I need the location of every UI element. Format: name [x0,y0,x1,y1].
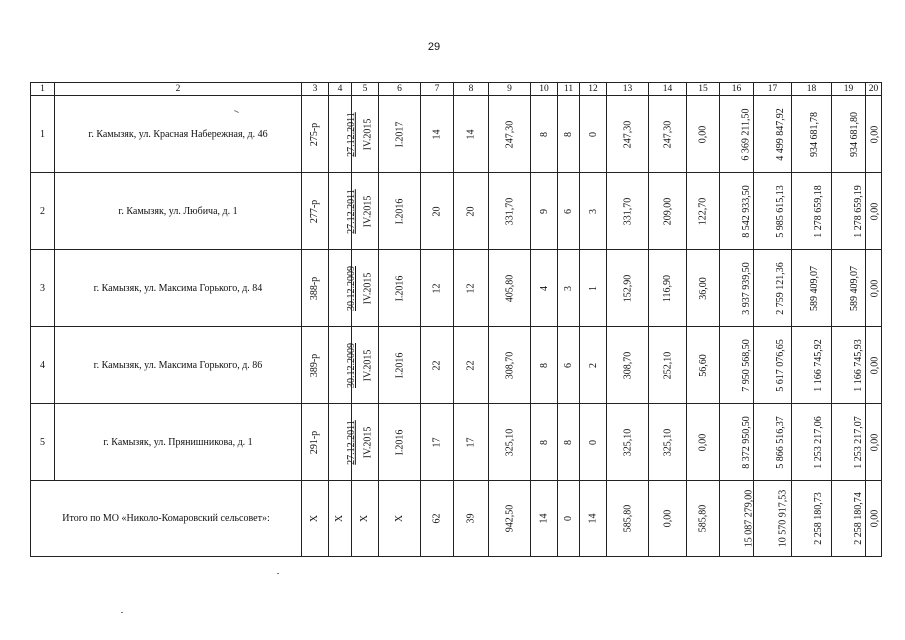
residents-resettle-total-cell [454,481,489,557]
area-total-cell [489,404,531,481]
table-row [31,173,882,250]
fund-share-total-cell [754,481,792,557]
area-resettle: 308,70 [622,351,633,379]
address-cell [55,173,302,250]
flats-private-cell [558,250,580,327]
residents-resettle: 12 [465,283,477,293]
cost-total: 3 937 939,50 [740,261,752,315]
resettlement-date-cell [379,404,421,481]
resettlement-date: I.2016 [394,429,405,455]
row-number: 3 [40,282,45,294]
local-share: 1 166 745,93 [852,338,864,392]
regional-share-cell [792,96,832,173]
residents-resettle: 22 [465,360,477,370]
flats-municipal: 1 [587,285,599,291]
local-share: 1 278 659,19 [852,184,864,238]
decision-number-cell [302,173,329,250]
area-total: 247,30 [504,120,515,148]
plan-stage-date: IV.2015 [362,195,374,227]
decision-number-total-cell [302,481,329,557]
fund-share: 4 499 847,92 [774,107,786,161]
area-municipal: 0,00 [697,125,709,143]
area-resettle: 331,70 [622,197,633,225]
column-number: 17 [754,83,792,96]
fund-share-cell [754,250,792,327]
residents-resettle: 20 [465,206,477,216]
regional-share-cell [792,327,832,404]
flats-municipal-cell [580,327,607,404]
resettlement-date-cell [379,327,421,404]
fund-share: 5 866 516,37 [774,415,786,469]
flats-municipal-cell [580,96,607,173]
decision-number-cell [302,327,329,404]
residents-total-total-cell [421,481,454,557]
address-cell [55,404,302,481]
fund-share: 5 985 615,13 [774,184,786,238]
regional-share-total-cell [792,481,832,557]
row-number-cell [31,96,55,173]
column-number: 19 [832,83,866,96]
area-municipal-cell [687,404,720,481]
area-municipal: 36,00 [697,276,709,300]
resettlement-date: I.2016 [394,198,405,224]
area-municipal-cell [687,250,720,327]
flats-private-cell [558,96,580,173]
flats-municipal-total: 14 [587,513,599,524]
flats-private: 3 [563,285,574,291]
area-resettle-cell [607,250,649,327]
area-private: 252,10 [662,351,673,379]
column-number: 5 [352,83,379,96]
decision-date-cell [329,327,357,404]
local-share-total-cell [832,481,866,557]
area-resettle-total-cell [607,481,649,557]
area-total: 325,10 [504,428,515,456]
flats-total-cell [531,96,558,173]
fund-share-cell [754,404,792,481]
area-municipal: 56,60 [697,353,709,377]
column-number-row [31,83,882,96]
flats-private-cell [558,327,580,404]
row-number-cell [31,250,55,327]
fund-share-total: 10 570 917,53 [777,489,789,548]
regional-share: 589 409,07 [809,265,820,311]
flats-private-total: 0 [563,516,574,521]
resettlement-date: I.2016 [394,275,405,301]
flats-municipal: 0 [587,439,599,445]
address-cell [55,327,302,404]
residents-total: 22 [431,360,443,370]
decision-date-cell [329,250,357,327]
flats-municipal-cell [580,250,607,327]
residents-total-total: 62 [431,513,443,524]
decision-date: 30.12.2009 [346,342,357,388]
flats-total-cell [531,250,558,327]
residents-total-cell [421,404,454,481]
plan-stage-date-total: X [359,514,371,523]
column-number: 12 [580,83,607,96]
regional-share: 934 681,78 [809,111,820,157]
local-share: 1 253 217,07 [852,415,864,469]
residents-total: 20 [431,206,443,216]
area-private-total: 0,00 [662,509,673,528]
area-private-cell [649,96,687,173]
fund-share-cell [754,96,792,173]
flats-total: 8 [538,131,550,137]
fund-share: 2 759 121,36 [774,261,786,315]
column-number: 13 [607,83,649,96]
decision-date-total-cell [329,481,352,557]
flats-total-total: 14 [538,513,550,524]
area-municipal-total-cell [687,481,720,557]
row-number: 4 [40,359,45,371]
flats-municipal: 2 [587,362,599,368]
cost-total: 8 372 950,50 [740,415,752,469]
extra-share: 0,00 [869,202,881,220]
extra-share: 0,00 [869,356,881,374]
column-number: 16 [720,83,754,96]
area-resettle-cell [607,404,649,481]
row-number-cell [31,173,55,250]
resettlement-date: I.2016 [394,352,405,378]
area-private-total-cell [649,481,687,557]
regional-share-cell [792,404,832,481]
extra-share-cell [866,250,882,327]
area-private-cell [649,173,687,250]
cost-total: 6 369 211,50 [740,107,752,161]
flats-total: 8 [538,362,550,368]
local-share-total: 2 258 180,74 [852,492,864,545]
flats-private-total-cell [558,481,580,557]
local-share-cell [832,327,866,404]
local-share: 589 409,07 [849,265,860,311]
cost-total-cell [720,96,754,173]
row-number-cell [31,404,55,481]
flats-total-cell [531,173,558,250]
area-private-cell [649,250,687,327]
area-total-cell [489,96,531,173]
area-private-cell [649,404,687,481]
residents-resettle: 14 [465,129,477,139]
fund-share: 5 617 076,65 [774,338,786,392]
decision-number-cell [302,96,329,173]
local-share-cell [832,173,866,250]
decision-date: 30.12.2009 [346,265,357,311]
decision-date-cell [329,96,357,173]
area-total-cell [489,250,531,327]
regional-share-cell [792,173,832,250]
local-share: 934 681,80 [849,111,860,157]
local-share-cell [832,404,866,481]
address: г. Камызяк, ул. Любича, д. 1 [118,205,238,217]
column-number: 18 [792,83,832,96]
column-number: 8 [454,83,489,96]
decision-number-cell [302,250,329,327]
flats-private: 6 [563,362,574,368]
area-total: 308,70 [504,351,515,379]
column-number: 10 [531,83,558,96]
residents-total-cell [421,327,454,404]
extra-share: 0,00 [869,279,881,297]
column-number: 2 [55,83,302,96]
flats-municipal: 0 [587,131,599,137]
resettlement-date: I.2017 [394,121,405,147]
residents-resettle-cell [454,96,489,173]
flats-total-cell [531,327,558,404]
area-private: 247,30 [662,120,673,148]
table-row [31,404,882,481]
resettlement-date-total: X [393,514,405,523]
extra-share-total: 0,00 [869,509,881,528]
fund-share-cell [754,173,792,250]
column-number: 6 [379,83,421,96]
scan-speck [277,573,279,574]
residents-resettle-cell [454,327,489,404]
extra-share-total-cell [866,481,882,557]
area-private: 325,10 [662,428,673,456]
flats-private: 6 [563,208,574,214]
row-number: 1 [40,128,45,140]
local-share-cell [832,96,866,173]
extra-share-cell [866,327,882,404]
decision-date: 27.12.2011 [345,188,357,234]
area-private-cell [649,327,687,404]
decision-number: 277-р [309,199,321,223]
extra-share-cell [866,173,882,250]
area-private: 116,90 [661,274,673,302]
regional-share: 1 166 745,92 [812,338,824,392]
decision-number-total: X [309,514,321,523]
residents-total: 14 [431,129,443,139]
residents-total-cell [421,96,454,173]
resettlement-date-total-cell [379,481,421,557]
flats-total: 4 [538,285,550,291]
residents-total: 12 [431,283,443,293]
housing-registry-table [30,82,882,557]
residents-resettle-cell [454,250,489,327]
address: г. Камызяк, ул. Прянишникова, д. 1 [103,436,253,448]
address: г. Камызяк, ул. Красная Набережная, д. 46 [88,128,268,140]
cost-total: 8 542 933,50 [740,184,752,238]
column-number: 15 [687,83,720,96]
cost-total-cell [720,250,754,327]
decision-date-cell [329,404,357,481]
area-total-total-cell [489,481,531,557]
flats-total: 8 [538,439,550,445]
residents-resettle-cell [454,173,489,250]
area-resettle-cell [607,96,649,173]
resettlement-date-cell [379,96,421,173]
flats-private-cell [558,404,580,481]
area-total-cell [489,173,531,250]
decision-number: 388-р [309,276,321,300]
extra-share-cell [866,404,882,481]
resettlement-date-cell [379,173,421,250]
table-row [31,250,882,327]
regional-share-cell [792,250,832,327]
area-total-cell [489,327,531,404]
row-number: 2 [40,205,45,217]
regional-share: 1 278 659,18 [812,184,824,238]
plan-stage-date: IV.2015 [362,272,374,304]
cost-total: 7 950 568,50 [740,338,752,392]
column-number: 4 [329,83,352,96]
resettlement-date-cell [379,250,421,327]
column-number: 7 [421,83,454,96]
area-resettle: 325,10 [622,428,633,456]
cost-total-cell [720,327,754,404]
column-number: 9 [489,83,531,96]
column-number: 11 [558,83,580,96]
scan-speck [121,612,123,613]
flats-municipal-cell [580,404,607,481]
address: г. Камызяк, ул. Максима Горького, д. 84 [93,282,263,294]
column-number: 14 [649,83,687,96]
area-municipal-cell [687,173,720,250]
area-total: 331,70 [504,197,515,225]
decision-number: 275-р [309,122,321,146]
plan-stage-date: IV.2015 [362,349,374,381]
decision-date: 27.12.2011 [345,419,357,465]
column-number: 3 [302,83,329,96]
address-cell [55,96,302,173]
area-municipal-total: 585,80 [697,504,709,533]
regional-share-total: 2 258 180,73 [812,492,824,545]
area-private: 209,00 [662,197,673,225]
area-resettle: 247,30 [622,120,633,148]
address-cell [55,250,302,327]
decision-number: 389-р [309,353,321,377]
flats-private-cell [558,173,580,250]
decision-date-total: X [334,514,346,523]
cost-total-total: 15 087 279,00 [743,489,755,548]
total-label: Итого по МО «Николо-Комаровский сельсовет»: [31,481,302,557]
residents-resettle-total: 39 [465,513,477,524]
area-municipal-cell [687,327,720,404]
local-share-cell [832,250,866,327]
area-municipal: 0,00 [697,433,709,451]
total-row [31,481,882,557]
decision-number: 291-р [309,430,321,454]
row-number-cell [31,327,55,404]
cost-total-cell [720,173,754,250]
decision-date: 27.12.2011 [345,111,357,157]
column-number: 20 [866,83,882,96]
cost-total-total-cell [720,481,754,557]
area-total: 405,80 [504,274,515,302]
residents-resettle-cell [454,404,489,481]
plan-stage-date: IV.2015 [362,426,374,458]
table-row [31,327,882,404]
regional-share: 1 253 217,06 [812,415,824,469]
area-resettle-total: 585,80 [622,504,633,533]
area-resettle-cell [607,327,649,404]
residents-total-cell [421,173,454,250]
area-municipal-cell [687,96,720,173]
residents-total: 17 [431,437,443,447]
area-resettle-cell [607,173,649,250]
flats-municipal-total-cell [580,481,607,557]
flats-total-total-cell [531,481,558,557]
extra-share-cell [866,96,882,173]
flats-municipal-cell [580,173,607,250]
column-number: 1 [31,83,55,96]
extra-share: 0,00 [869,125,881,143]
decision-date-cell [329,173,357,250]
extra-share: 0,00 [869,433,881,451]
flats-private: 8 [563,439,574,445]
area-resettle: 152,90 [622,274,633,302]
row-number: 5 [40,436,45,448]
area-municipal: 122,70 [697,197,709,225]
residents-resettle: 17 [465,437,477,447]
page-number: 29 [427,41,441,53]
flats-municipal: 3 [587,208,599,214]
plan-stage-date-total-cell [352,481,379,557]
decision-number-cell [302,404,329,481]
cost-total-cell [720,404,754,481]
area-total-total: 942,50 [504,504,515,533]
address: г. Камызяк, ул. Максима Горького, д. 86 [93,359,263,371]
fund-share-cell [754,327,792,404]
flats-total: 9 [538,208,550,214]
residents-total-cell [421,250,454,327]
table-row [31,96,882,173]
flats-total-cell [531,404,558,481]
plan-stage-date: IV.2015 [362,118,374,150]
flats-private: 8 [563,131,574,137]
